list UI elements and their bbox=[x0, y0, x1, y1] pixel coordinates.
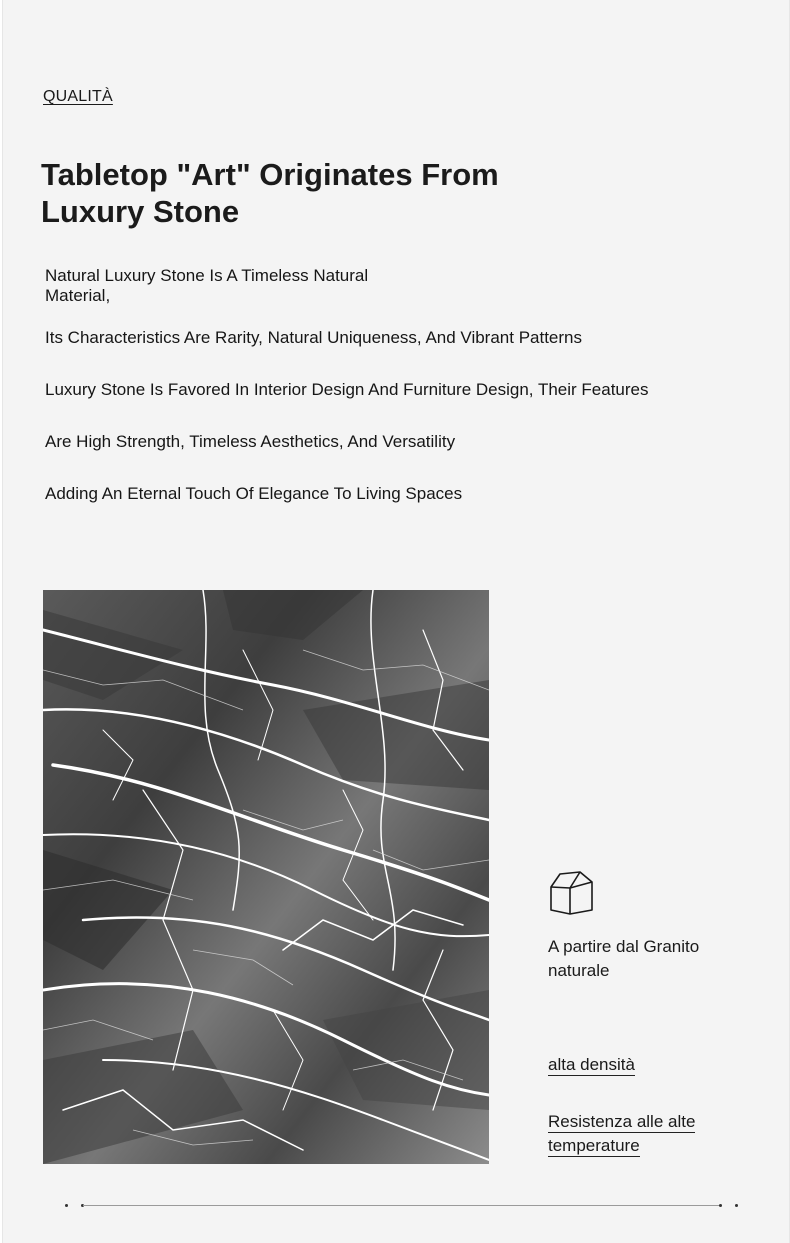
paragraph-4: Are High Strength, Timeless Aesthetics, And Versatility bbox=[45, 432, 456, 451]
feature-density-text: alta densità bbox=[548, 1055, 635, 1074]
feature-heat-resistance bbox=[548, 1110, 748, 1158]
scroll-dot-right-1 bbox=[719, 1204, 722, 1207]
divider-line bbox=[83, 1205, 721, 1206]
paragraph-1: Natural Luxury Stone Is A Timeless Natural Material, bbox=[45, 266, 369, 305]
marble-stone-image bbox=[43, 590, 489, 1164]
paragraph-3: Luxury Stone Is Favored In Interior Design And Furniture Design, Their Features bbox=[45, 380, 649, 399]
scroll-dot-right-2 bbox=[735, 1204, 738, 1207]
section-label: QUALITÀ bbox=[43, 88, 113, 105]
scroll-dot-left-1 bbox=[65, 1204, 68, 1207]
feature-density bbox=[548, 1053, 738, 1077]
house-outline-icon bbox=[548, 870, 594, 916]
paragraph-2: Its Characteristics Are Rarity, Natural Uniqueness, And Vibrant Patterns bbox=[45, 328, 583, 347]
page-background bbox=[2, 0, 790, 1243]
feature-origin: A partire dal Granito naturale bbox=[548, 937, 700, 980]
feature-heat-text: Resistenza alle alte temperature bbox=[548, 1112, 696, 1155]
paragraph-5: Adding An Eternal Touch Of Elegance To Living Spaces bbox=[45, 484, 463, 503]
page-title: Tabletop "Art" Originates From Luxury Stone bbox=[41, 157, 499, 229]
